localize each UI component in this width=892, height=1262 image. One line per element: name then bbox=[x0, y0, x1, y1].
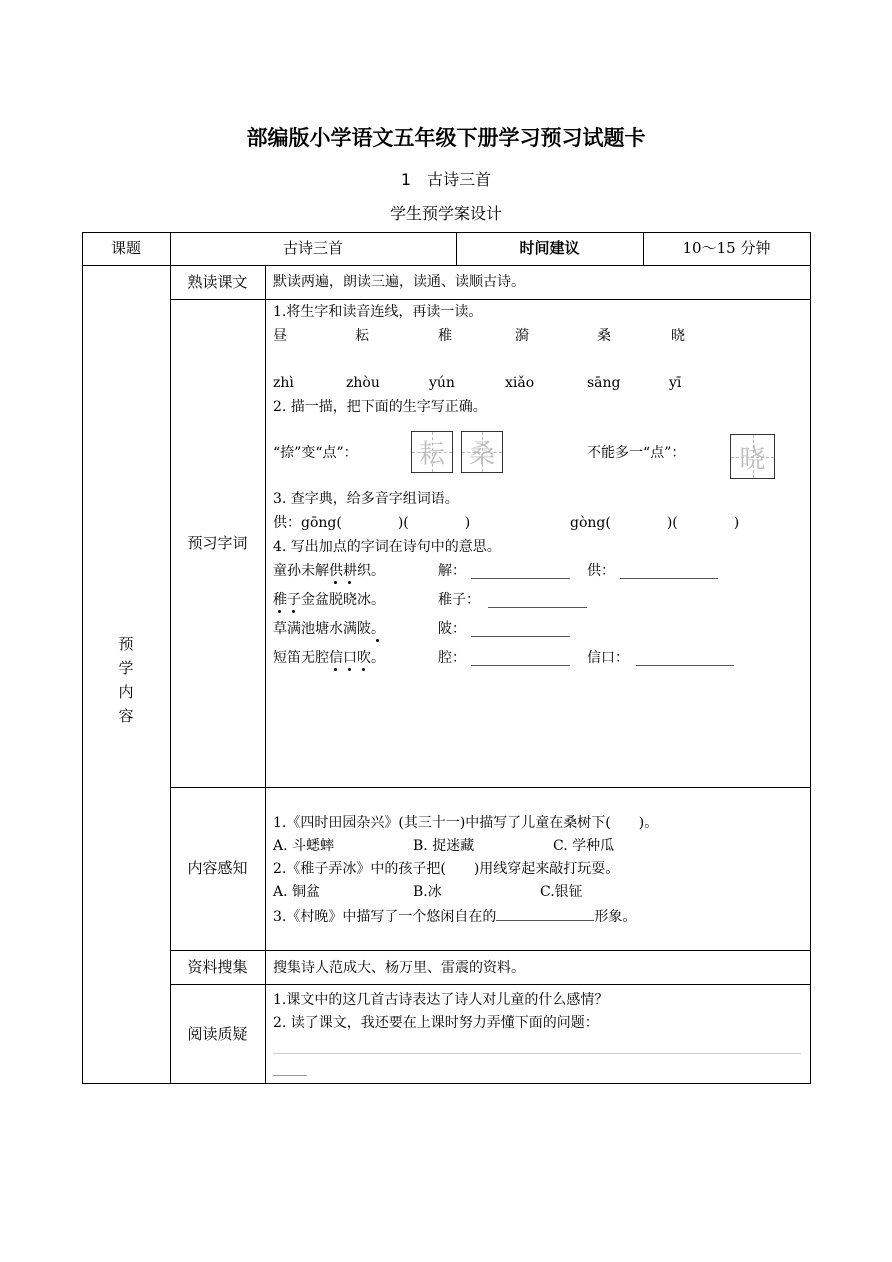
q3-line-a[interactable]: 供：gōng( )( ) bbox=[273, 515, 471, 531]
question-q1: 1.课文中的这几首古诗表达了诗人对儿童的什么感情？ bbox=[273, 992, 609, 1008]
subtitle: 学生预学案设计 bbox=[389, 204, 502, 223]
answer-line-2[interactable] bbox=[273, 1075, 307, 1076]
topic-value: 古诗三首 bbox=[282, 239, 343, 257]
question-label: 阅读质疑 bbox=[187, 1025, 248, 1043]
answer-line-1[interactable] bbox=[273, 1053, 801, 1054]
question-q2: 2. 读了课文，我还要在上课时努力弄懂下面的问题： bbox=[273, 1015, 599, 1031]
trace-box-3[interactable]: 晓 bbox=[730, 434, 775, 479]
page-title: 部编版小学语文五年级下册学习预习试题卡 bbox=[246, 126, 646, 150]
words-q3: 3. 查字典，给多音字组词语。 bbox=[273, 491, 459, 507]
reading-label: 熟读课文 bbox=[187, 273, 248, 291]
side-label: 预 学 内 容 bbox=[118, 635, 134, 725]
time-label: 时间建议 bbox=[519, 239, 580, 257]
trace-box-1[interactable]: 耘 bbox=[411, 431, 453, 473]
q2-option-c[interactable]: C.银钲 bbox=[540, 884, 583, 900]
q1-option-c[interactable]: C. 学种瓜 bbox=[553, 838, 615, 854]
q1-option-a[interactable]: A. 斗蟋蟀 bbox=[273, 838, 335, 854]
time-value: 10～15 分钟 bbox=[682, 239, 771, 257]
q2-left-text: “捺”变“点”： bbox=[273, 445, 358, 461]
words-label: 预习字词 bbox=[187, 534, 248, 552]
q2-option-a[interactable]: A. 铜盆 bbox=[273, 884, 321, 900]
q1-option-b[interactable]: B. 捉迷藏 bbox=[413, 838, 475, 854]
q4-sentence-2: 稚子金盆脱晓冰。 bbox=[273, 592, 385, 608]
q4-blank-4b[interactable] bbox=[636, 665, 734, 666]
topic-label: 课题 bbox=[110, 239, 141, 257]
q4-label-4b: 信口： bbox=[587, 650, 629, 666]
research-label: 资料搜集 bbox=[187, 958, 248, 976]
q4-blank-4a[interactable] bbox=[471, 665, 570, 666]
q4-label-1a: 解： bbox=[438, 563, 466, 579]
content-q2: 2.《稚子弄冰》中的孩子把( )用线穿起来敲打玩耍。 bbox=[273, 861, 620, 877]
q2-right-text: 不能多一“点”： bbox=[587, 445, 686, 461]
q4-sentence-1: 童孙未解供耕织。 bbox=[273, 563, 385, 579]
q4-sentence-3: 草满池塘水满陂。 bbox=[273, 621, 385, 637]
content-label: 内容感知 bbox=[187, 859, 248, 877]
q4-blank-1b[interactable] bbox=[620, 578, 718, 579]
q3-line-b[interactable]: gòng( )( ) bbox=[570, 515, 740, 531]
reading-text: 默读两遍，朗读三遍，读通、读顺古诗。 bbox=[273, 274, 525, 290]
q4-label-1b: 供： bbox=[587, 563, 615, 579]
q4-blank-3a[interactable] bbox=[471, 636, 570, 637]
research-text: 搜集诗人范成大、杨万里、雷震的资料。 bbox=[273, 960, 525, 976]
q4-label-3a: 陂： bbox=[438, 621, 466, 637]
q2-option-b[interactable]: B.冰 bbox=[413, 884, 442, 900]
words-q4: 4. 写出加点的字词在诗句中的意思。 bbox=[273, 539, 501, 555]
lesson-title: 1 古诗三首 bbox=[400, 170, 492, 189]
q3-blank[interactable] bbox=[496, 908, 594, 921]
q4-blank-2a[interactable] bbox=[488, 607, 587, 608]
q4-sentence-4: 短笛无腔信口吹。 bbox=[273, 650, 385, 666]
q4-label-2a: 稚子： bbox=[438, 592, 480, 608]
q4-label-4a: 腔： bbox=[438, 650, 466, 666]
words-q2: 2. 描一描，把下面的生字写正确。 bbox=[273, 399, 487, 415]
words-q1: 1.将生字和读音连线，再读一读。 bbox=[273, 304, 483, 320]
trace-box-2[interactable]: 桑 bbox=[461, 431, 503, 473]
content-q3: 3.《村晚》中描写了一个悠闲自在的 形象。 bbox=[273, 909, 637, 925]
q4-blank-1a[interactable] bbox=[471, 578, 570, 579]
content-q1: 1.《四时田园杂兴》(其三十一)中描写了儿童在桑树下( )。 bbox=[273, 815, 659, 831]
